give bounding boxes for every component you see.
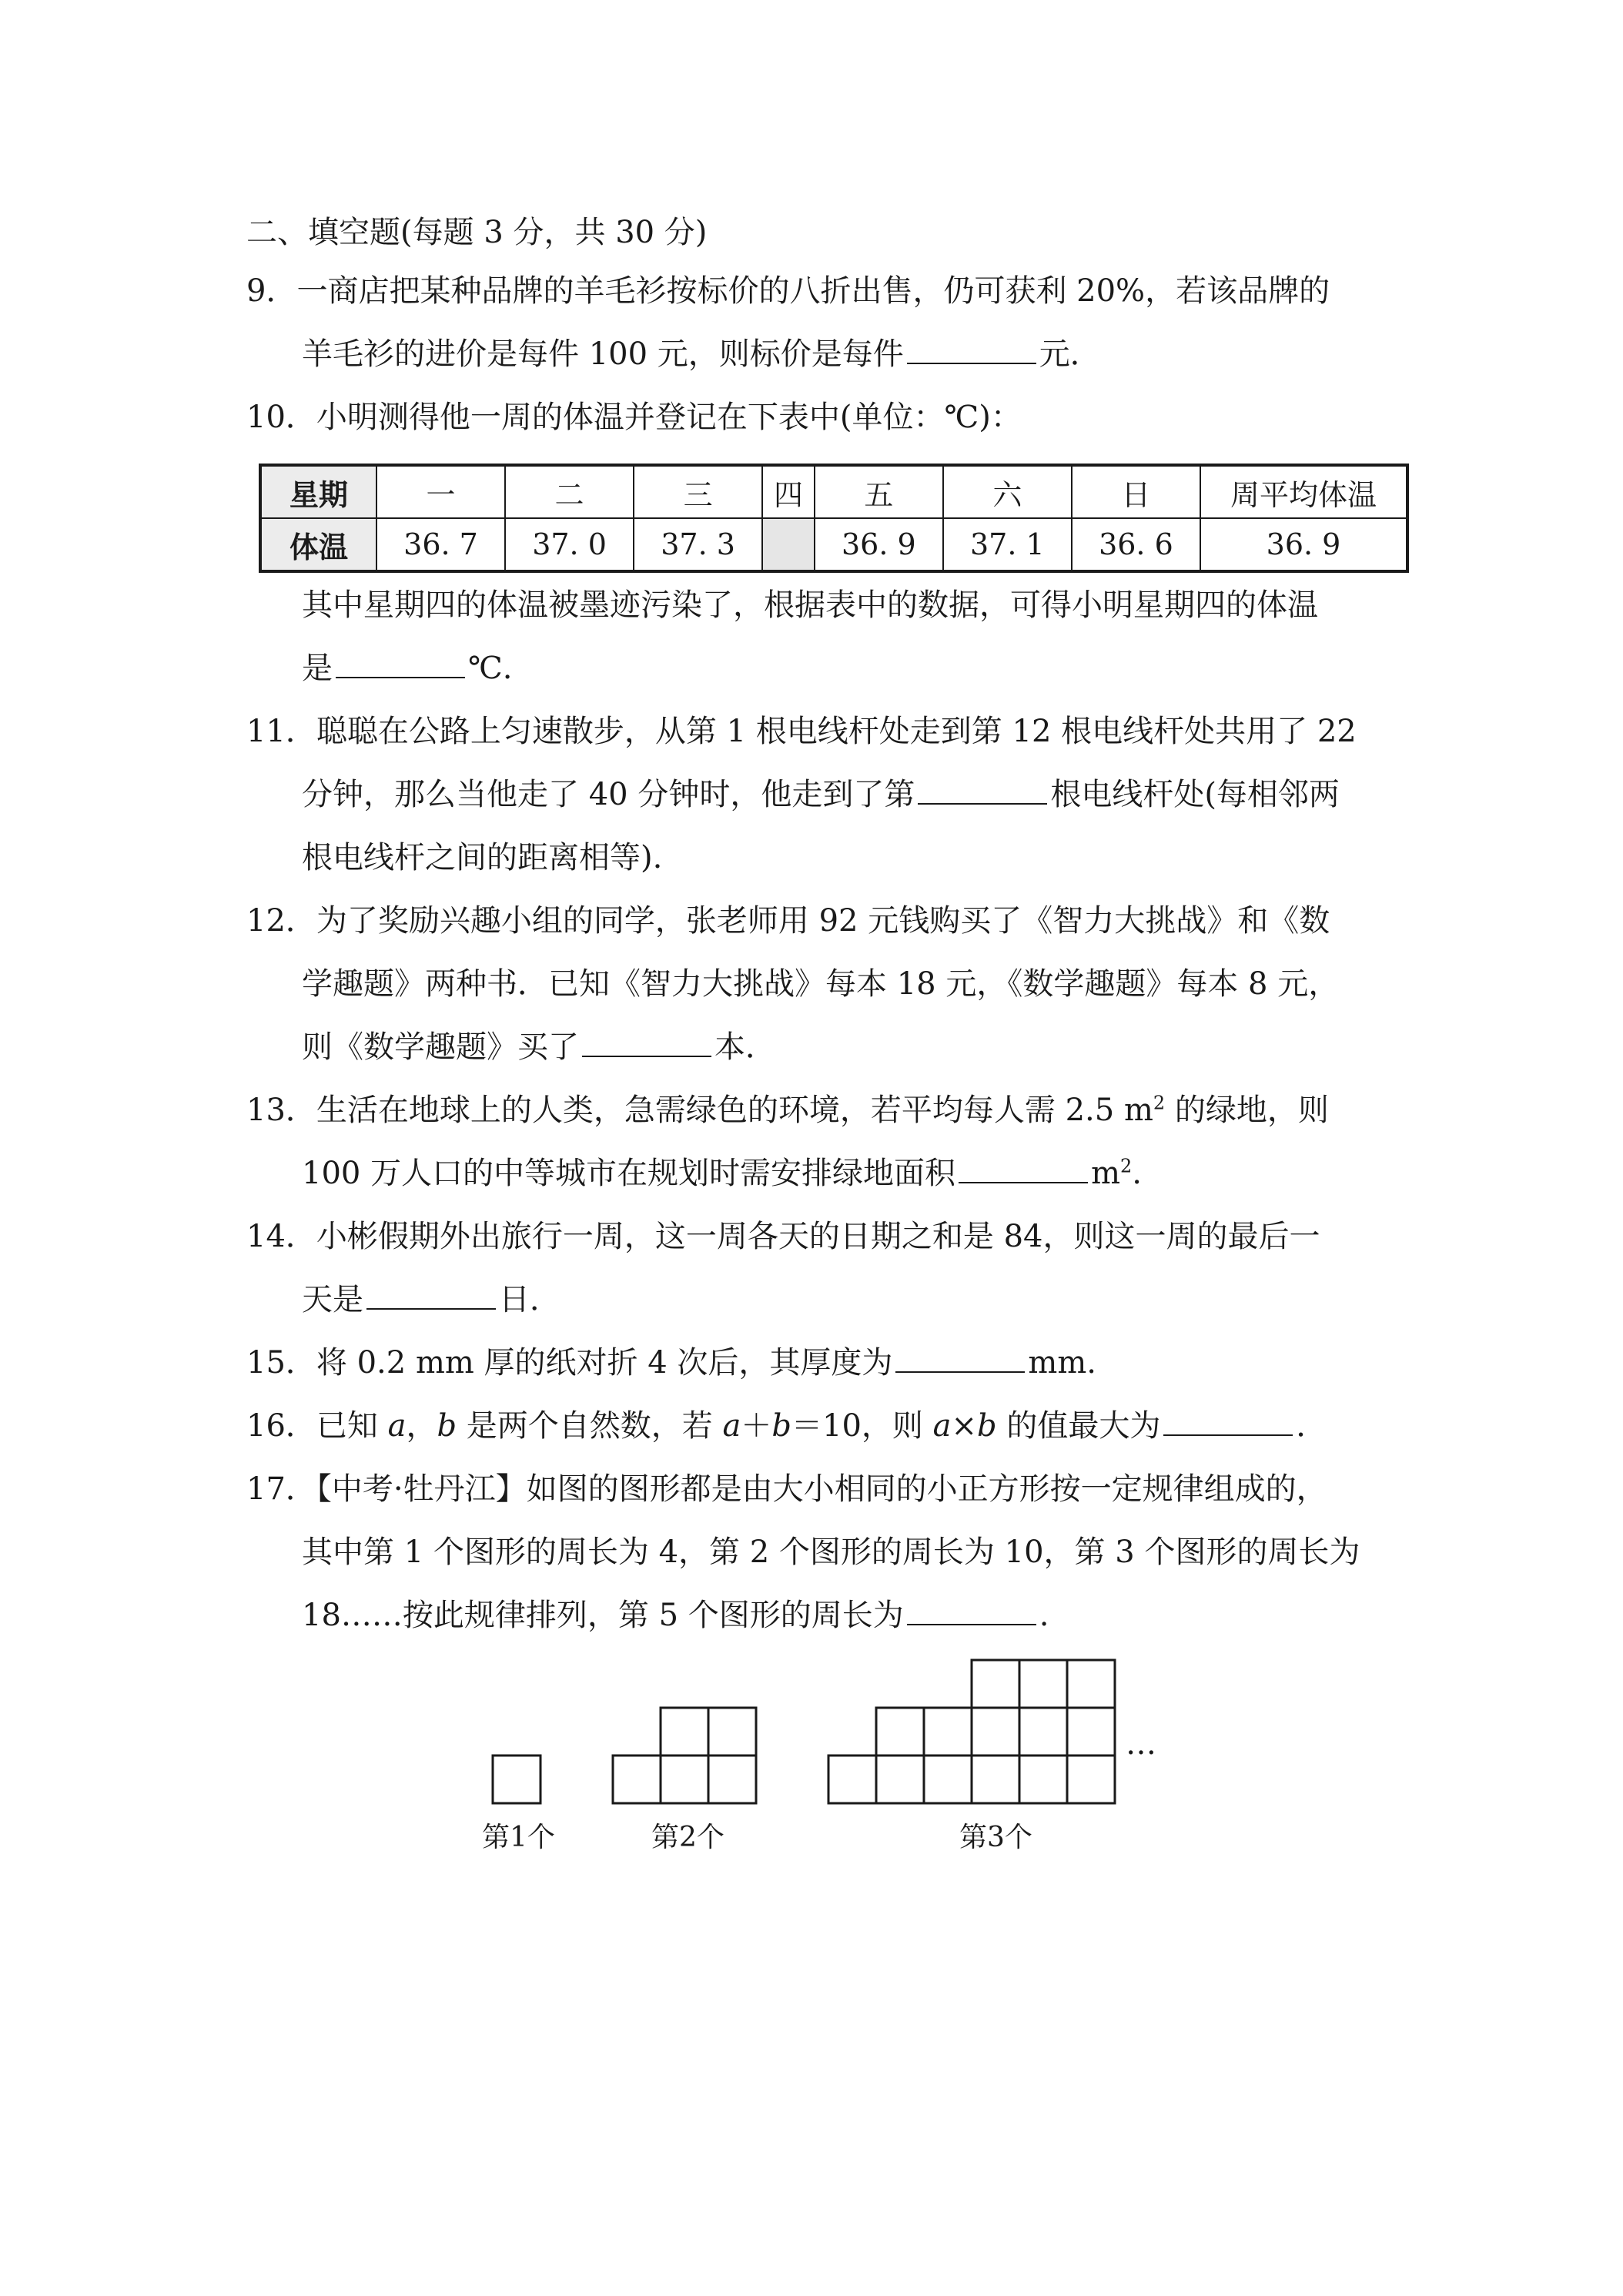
q12-text-a: 则《数学趣题》买了: [302, 1029, 579, 1065]
q10-text-a: 是: [302, 651, 333, 686]
q9-text-b: 元．: [1039, 336, 1101, 372]
q12-line2: 学趣题》两种书．已知《智力大挑战》每本 18 元，《数学趣题》每本 8 元，: [302, 966, 1340, 1002]
q11-line3: 根电线杆之间的距离相等).: [302, 840, 663, 875]
unit-square: [613, 1755, 661, 1803]
table-cell: 周平均体温: [1200, 465, 1407, 518]
unit-square: [1067, 1708, 1115, 1755]
q14-text-a: 天是: [302, 1282, 363, 1317]
q10-text-b: ℃.: [468, 651, 513, 686]
q13-text-c: 100 万人口的中等城市在规划时需安排绿地面积: [302, 1156, 956, 1191]
unit-square: [828, 1755, 876, 1803]
table-header-cell: 星期: [260, 465, 376, 518]
q11-text-b: 根电线杆处(每相邻两: [1050, 777, 1340, 812]
var-a: a: [387, 1408, 407, 1444]
q17-line1: 17．【中考·牡丹江】如图的图形都是由大小相同的小正方形按一定规律组成的，: [246, 1471, 1327, 1507]
q16-text: ＝10，则: [791, 1408, 933, 1444]
q9-text-a: 羊毛衫的进价是每件 100 元，则标价是每件: [302, 336, 904, 372]
unit-square: [972, 1660, 1019, 1708]
q17-text-b: .: [1039, 1598, 1049, 1633]
table-cell: 36. 9: [1200, 518, 1407, 571]
q15-text-b: mm.: [1028, 1345, 1096, 1381]
unit-square: [1067, 1755, 1115, 1803]
unit-square: [924, 1755, 972, 1803]
table-cell: 36. 7: [376, 518, 505, 571]
table-cell: 二: [505, 465, 634, 518]
table-cell: 37. 1: [943, 518, 1072, 571]
q16-text: 16．已知: [246, 1408, 388, 1444]
q11-line1: 11．聪聪在公路上匀速散步，从第 1 根电线杆处走到第 12 根电线杆处共用了 22: [246, 714, 1357, 749]
table-cell: 四: [762, 465, 815, 518]
figure-label-3: 第3个: [959, 1822, 1032, 1853]
table-cell: 37. 3: [634, 518, 762, 571]
table-cell: 日: [1072, 465, 1200, 518]
superscript: 2: [1153, 1092, 1166, 1114]
table-cell: 一: [376, 465, 505, 518]
q13-text-a: 13．生活在地球上的人类，急需绿色的环境，若平均每人需 2.5 m: [246, 1093, 1153, 1128]
unit-square: [876, 1708, 924, 1755]
unit-square: [924, 1708, 972, 1755]
q16-text: ．: [1296, 1408, 1327, 1444]
unit-square: [708, 1755, 756, 1803]
q16-text: 的值最大为: [996, 1408, 1161, 1444]
q14-text-b: 日．: [499, 1282, 561, 1317]
table-cell: 36. 6: [1072, 518, 1200, 571]
figure-label-1: 第1个: [482, 1822, 555, 1853]
var-a: a: [932, 1408, 952, 1444]
q12-line1: 12．为了奖励兴趣小组的同学，张老师用 92 元钱购买了《智力大挑战》和《数: [246, 903, 1330, 939]
unit-square: [876, 1755, 924, 1803]
unit-square: [972, 1708, 1019, 1755]
ellipsis: …: [1126, 1726, 1156, 1762]
table-cell: 三: [634, 465, 762, 518]
q10-line1: 10．小明测得他一周的体温并登记在下表中(单位：℃)：: [246, 400, 1022, 435]
q15-text-a: 15．将 0.2 mm 厚的纸对折 4 次后，其厚度为: [246, 1345, 893, 1381]
q13-unit: m: [1091, 1156, 1120, 1191]
var-b: b: [771, 1408, 791, 1444]
table-header-cell: 体温: [260, 518, 376, 571]
unit-square: [1067, 1660, 1115, 1708]
unit-square: [661, 1708, 708, 1755]
var-b: b: [437, 1408, 457, 1444]
var-b: b: [977, 1408, 997, 1444]
q9-line1: 9．一商店把某种品牌的羊毛衫按标价的八折出售，仍可获利 20%，若该品牌的: [246, 273, 1330, 309]
unit-square: [493, 1755, 540, 1803]
section-title: 二、填空题(每题 3 分，共 30 分): [246, 215, 708, 250]
q16-text: ×: [951, 1408, 977, 1444]
q13-period: .: [1132, 1156, 1142, 1191]
unit-square: [661, 1755, 708, 1803]
q17-line2: 其中第 1 个图形的周长为 4，第 2 个图形的周长为 10，第 3 个图形的周长为: [302, 1535, 1360, 1570]
q16-text: ，: [406, 1408, 437, 1444]
q12-text-b: 本．: [714, 1029, 776, 1065]
figure-label-2: 第2个: [651, 1822, 724, 1853]
table-cell: 37. 0: [505, 518, 634, 571]
table-cell: 六: [943, 465, 1072, 518]
q11-text-a: 分钟，那么当他走了 40 分钟时，他走到了第: [302, 777, 915, 812]
unit-square: [1019, 1755, 1067, 1803]
table-cell: 36. 9: [815, 518, 943, 571]
q10-line2: 其中星期四的体温被墨迹污染了，根据表中的数据，可得小明星期四的体温: [302, 587, 1318, 623]
unit-square: [1019, 1708, 1067, 1755]
superscript: 2: [1120, 1155, 1133, 1177]
q16-text: ＋: [741, 1408, 772, 1444]
q17-text-a: 18……按此规律排列，第 5 个图形的周长为: [302, 1598, 904, 1633]
table-cell: 五: [815, 465, 943, 518]
unit-square: [708, 1708, 756, 1755]
unit-square: [1019, 1660, 1067, 1708]
q13-text-b: 的绿地，则: [1165, 1093, 1329, 1128]
q16-text: 是两个自然数，若: [457, 1408, 723, 1444]
unit-square: [972, 1755, 1019, 1803]
q14-line1: 14．小彬假期外出旅行一周，这一周各天的日期之和是 84，则这一周的最后一: [246, 1219, 1320, 1254]
var-a: a: [722, 1408, 741, 1444]
